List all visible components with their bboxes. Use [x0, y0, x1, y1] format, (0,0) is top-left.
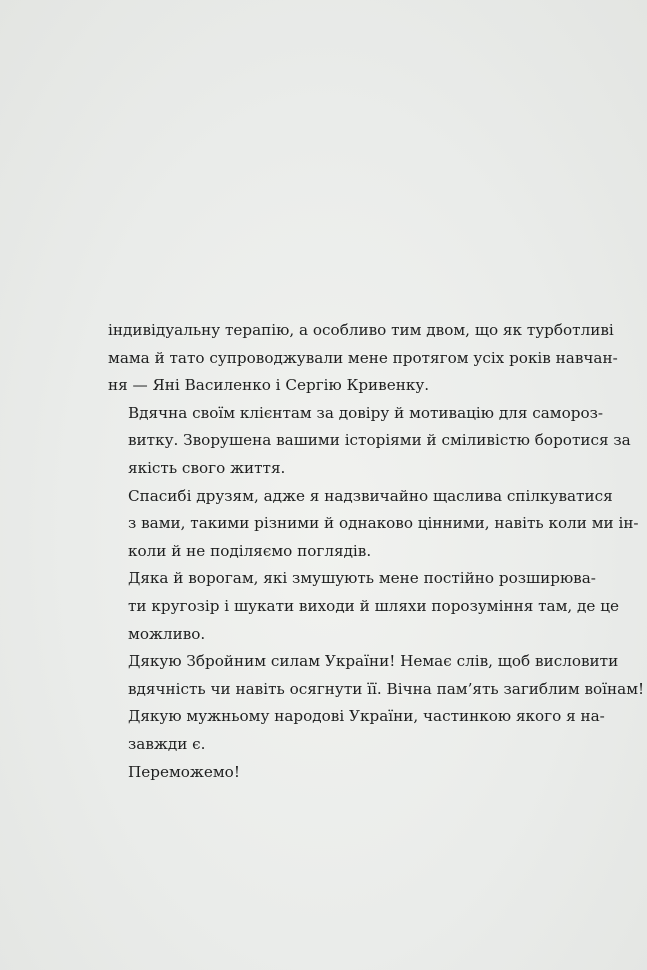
text-line: Вдячна своїм клієнтам за довіру й мотивацію для саморoз- — [128, 403, 604, 422]
text-line: Переможемо! — [128, 762, 240, 781]
text-line: Дяка й ворогам, які змушують мене постійно розширюва- — [128, 569, 596, 588]
paragraph — [108, 565, 619, 648]
text-line: з вами, такими різними й однаково цінними, навіть коли ми ін- — [128, 514, 639, 533]
text-line: завжди є. — [128, 734, 206, 753]
text-line: витку. Зворушена вашими історіями й сміливістю боротися за — [128, 431, 631, 450]
text-line: ня — Яні Василенко і Сергію Кривенку. — [108, 376, 430, 395]
text-line: якість свого життя. — [128, 458, 286, 477]
text-line: ти кругозір і шукати виходи й шляхи порозуміння там, де це — [128, 596, 619, 615]
text-line: вдячність чи навіть осягнути її. Вічна пам’ять загиблим воїнам! — [128, 679, 645, 698]
text-line: можливо. — [128, 624, 206, 643]
text-line: індивідуальну терапію, а особливо тим двом, що як турботливі — [108, 321, 614, 339]
paragraph — [108, 317, 618, 400]
paragraph — [108, 759, 564, 787]
acknowledgements-text — [108, 317, 645, 786]
paragraph — [108, 648, 645, 703]
paragraph — [108, 703, 605, 758]
text-line: коли й не поділяємо поглядів. — [128, 541, 372, 560]
paragraph — [108, 400, 631, 483]
text-line: мама й тато супроводжували мене протягом усіх років навчан- — [108, 348, 618, 367]
paragraph — [108, 483, 639, 566]
text-line: Спасибі друзям, адже я надзвичайно щаслива спілкуватися — [128, 486, 613, 505]
text-line: Дякую Збройним силам України! Немає слів, щоб висловити — [128, 652, 619, 671]
text-line: Дякую мужньому народові України, частинкою якого я на- — [128, 707, 605, 726]
